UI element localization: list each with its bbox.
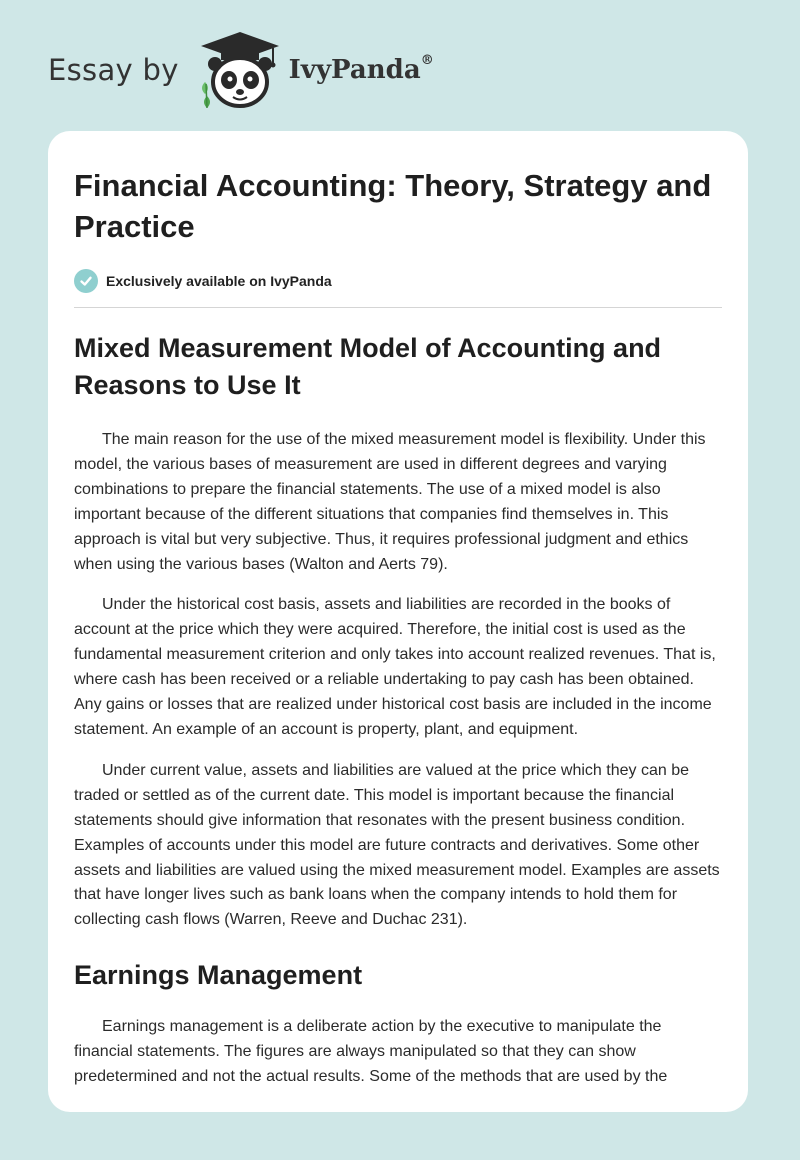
paragraph: Under current value, assets and liabilities are valued at the price which they can be traded or settled as of the current date. This model is important because the financial statements should give information that resonates with the present business condition. Examples of accounts under this model are future contracts and derivatives. Some other assets and liabilities are valued using the mixed measurement model. Examples are assets that have longer lives such as bank loans when the company intends to hold them for collecting cash flows (Warren, Reeve and Duchac 231). <box>74 761 720 929</box>
site-header <box>48 28 434 112</box>
registered-mark: ® <box>420 53 434 68</box>
paragraph: Under the historical cost basis, assets and liabilities are recorded in the books of account at the price which they were acquired. Therefore, the initial cost is used as the fundamental measurement criterion and only takes into account realized revenues. That is, where cash has been received or a reliable undertaking to pay cash has been obtained. Any gains or losses that are realized under historical cost basis are included in the income statement. An example of an account is property, plant, and equipment. <box>74 596 716 738</box>
paragraph: The main reason for the use of the mixed measurement model is flexibility. Under this model, the various bases of measurement are used in different degrees and varying combinations to prepare the financial statements. The use of a mixed model is also important because of the different situations that companies find themselves in. This approach is vital but very subjective. Thus, it requires professional judgment and ethics when using the various bases (Walton and Aerts 79). <box>74 431 706 573</box>
section-heading-mixed-measurement: Mixed Measurement Model of Accounting and Reasons to Use It <box>74 333 662 400</box>
section-heading-earnings-management: Earnings Management <box>74 960 363 991</box>
brand-name[interactable] <box>289 55 434 85</box>
exclusive-label: Exclusively available on IvyPanda <box>106 273 332 289</box>
check-circle-icon <box>74 269 98 293</box>
essay-card <box>48 131 748 1112</box>
brand-name-text: IvyPanda <box>288 55 421 85</box>
essay-by-label: Essay by <box>48 53 179 87</box>
paragraph: Earnings management is a deliberate action by the executive to manipulate the financial statements. The figures are always manipulated so that they can show predetermined and not the actual results. Some of the methods that are used by the <box>74 1018 668 1086</box>
ivypanda-logo-icon[interactable] <box>197 30 283 110</box>
essay-title: Financial Accounting: Theory, Strategy and Practice <box>74 168 712 244</box>
exclusive-badge <box>74 269 722 308</box>
